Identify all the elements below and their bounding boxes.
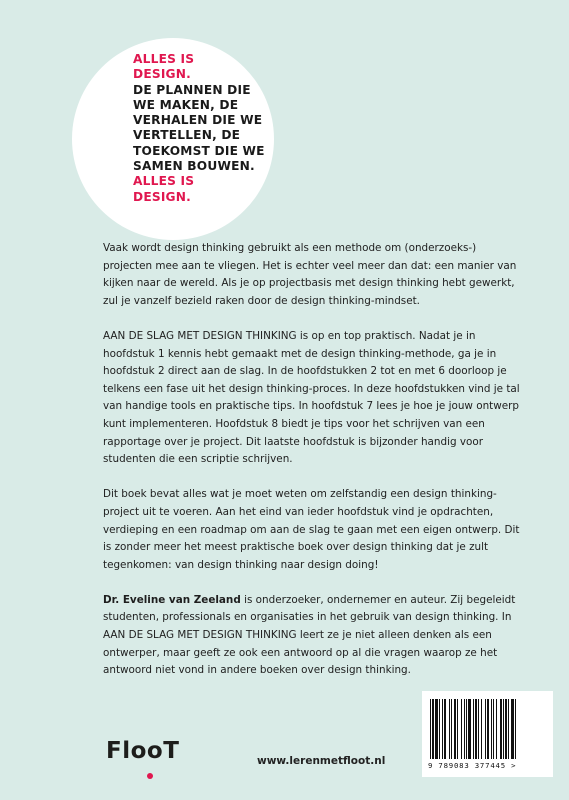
blurb-paragraph-author bbox=[103, 592, 523, 680]
barcode-bar bbox=[485, 699, 486, 759]
barcode-bar bbox=[457, 699, 458, 759]
barcode-bar bbox=[439, 699, 440, 759]
blurb bbox=[103, 240, 523, 697]
barcode-bar bbox=[468, 699, 471, 759]
quote-line: ALLES IS bbox=[133, 52, 195, 66]
cover-quote bbox=[133, 52, 273, 205]
blurb-paragraph-intro: Vaak wordt design thinking gebruikt als een methode om (onderzoeks-) projecten mee aan te vliegen. Het is echter veel meer dan dat: een manier van kijken naar de wereld. Als je op projectbasis met design thinking hebt gewerkt, zul je vanzelf bezield raken door de design thinking-mindset. bbox=[103, 242, 517, 307]
barcode-bar bbox=[508, 699, 509, 759]
barcode-bar bbox=[481, 699, 482, 759]
barcode-bar bbox=[435, 699, 438, 759]
blurb-paragraph-summary: Dit boek bevat alles wat je moet weten om zelfstandig een design thinking-project uit te voeren. Aan het eind van ieder hoofdstuk vind je opdrachten, verdieping en een roadmap om aan de slag te gaan met een eigen ontwerp. Dit is zonder meer het meest praktische boek over design thinking dat je zult tegenkomen: van design thinking naar design doing! bbox=[103, 488, 520, 571]
quote-line: VERTELLEN, DE bbox=[133, 128, 241, 143]
barcode-bar bbox=[466, 699, 467, 759]
quote-line: ALLES IS bbox=[133, 174, 195, 189]
barcode-bar bbox=[432, 699, 434, 759]
barcode-bar bbox=[475, 699, 477, 759]
isbn-number: 9 789083 377445 > bbox=[428, 761, 517, 770]
barcode-bar bbox=[515, 699, 516, 759]
barcode-bar bbox=[444, 699, 446, 759]
author-name: Dr. Eveline van Zeeland bbox=[103, 593, 241, 606]
publisher-url: www.lerenmetfloot.nl bbox=[257, 755, 386, 767]
blurb-paragraph-contents: AAN DE SLAG MET DESIGN THINKING is op en top praktisch. Nadat je in hoofdstuk 1 kennis hebt gemaakt met de design thinking-methode, ga je in hoofdstuk 2 direct aan de slag. In de hoofdstukken 2 tot en met 6 doorloop je telkens een fase uit het design thinking-proces. In deze hoofdstukken vind je tal van handige tools en praktische tips. In hoofdstuk 7 lees je hoe je jouw ontwerp kunt implementeren. Hoofdstuk 8 biedt je tips voor het schrijven van een rapportage over je project. Dit laatste hoofdstuk is bijzonder handig voor studenten die een scriptie schrijven. bbox=[103, 329, 520, 466]
isbn-barcode bbox=[422, 691, 553, 777]
barcode-bar bbox=[493, 699, 494, 759]
barcode-bar bbox=[478, 699, 479, 759]
quote-line: VERHALEN DIE WE bbox=[133, 113, 263, 128]
barcode-bar bbox=[430, 699, 431, 759]
barcode-bar bbox=[505, 699, 507, 759]
barcode-bar bbox=[496, 699, 497, 759]
barcode-bars bbox=[430, 699, 546, 759]
publisher-logo: FlooT bbox=[106, 738, 180, 764]
barcode-bar bbox=[442, 699, 443, 759]
barcode-bar bbox=[473, 699, 474, 759]
logo-accent-dot bbox=[147, 773, 153, 779]
quote-line: DESIGN. bbox=[133, 67, 191, 82]
quote-line: TOEKOMST DIE WE bbox=[133, 143, 265, 158]
barcode-bar bbox=[500, 699, 502, 759]
quote-line: DE PLANNEN DIE bbox=[133, 82, 251, 97]
barcode-bar bbox=[487, 699, 489, 759]
author-bio: is onderzoeker, ondernemer en auteur. Zij begeleidt studenten, professionals en organisaties in het gebruik van design thinking. In AAN DE SLAG MET DESIGN THINKING leert ze je niet alleen denken als een ontwerper, maar geeft ze ook een antwoord op al die vragen waarop ze het antwoord niet vond in andere boeken over design thinking. bbox=[103, 593, 516, 677]
barcode-bar bbox=[511, 699, 514, 759]
quote-line: SAMEN BOUWEN. bbox=[133, 159, 255, 174]
barcode-bar bbox=[491, 699, 492, 759]
barcode-bar bbox=[461, 699, 462, 759]
barcode-bar bbox=[449, 699, 450, 759]
quote-line: DESIGN. bbox=[133, 189, 191, 204]
barcode-bar bbox=[451, 699, 452, 759]
barcode-bar bbox=[454, 699, 456, 759]
quote-line: WE MAKEN, DE bbox=[133, 97, 239, 112]
barcode-bar bbox=[464, 699, 465, 759]
barcode-bar bbox=[503, 699, 504, 759]
